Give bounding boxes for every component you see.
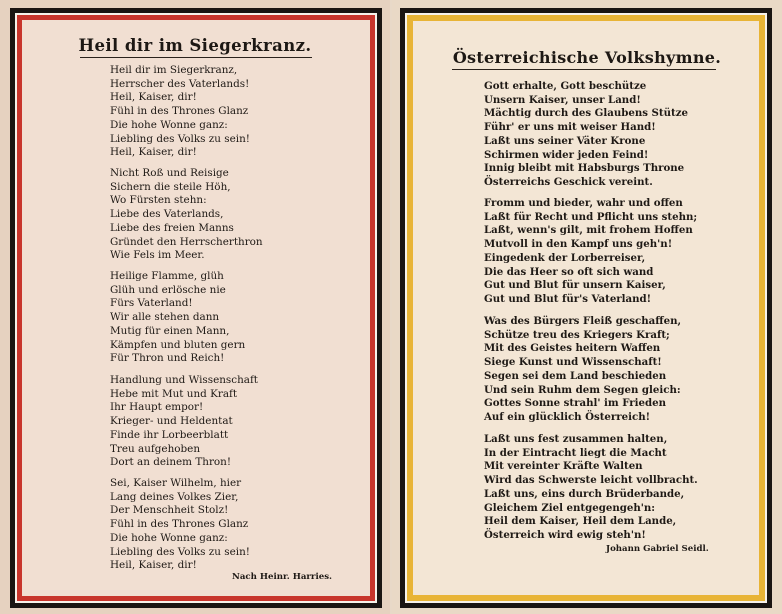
verse-line: Der Menschheit Stolz! xyxy=(110,504,229,517)
verse-line: Mit vereinter Kräfte Walten xyxy=(484,460,643,473)
verse-line: Liebling des Volks zu sein! xyxy=(110,132,250,145)
verse-line: Herrscher des Vaterlands! xyxy=(110,77,250,90)
verse-line: Gott erhalte, Gott beschütze xyxy=(484,80,647,92)
verse-line: Was des Bürgers Fleiß geschaffen, xyxy=(484,315,682,327)
verse-line: Kämpfen und bluten gern xyxy=(110,338,246,351)
verse-line: Auf ein glücklich Österreich! xyxy=(484,410,651,423)
verse-line: Wir alle stehen dann xyxy=(110,311,220,324)
verse-line: Wird das Schwerste leicht vollbracht. xyxy=(484,474,698,487)
verse-line: Treu aufgehoben xyxy=(110,442,201,455)
verse-line: Die hohe Wonne ganz: xyxy=(110,118,228,131)
left-title-rule xyxy=(80,57,312,58)
verse-line: Finde ihr Lorbeerblatt xyxy=(110,428,229,441)
verse-line: Fühl in des Thrones Glanz xyxy=(110,518,249,531)
verse-line: In der Eintracht liegt die Macht xyxy=(484,446,667,459)
right-stanza-1 xyxy=(484,80,688,190)
verse-line: Wie Fels im Meer. xyxy=(110,249,205,262)
right-title: Österreichische Volkshymne. xyxy=(452,48,722,67)
verse-line: Heil dir im Siegerkranz, xyxy=(110,64,238,76)
verse-line: Und sein Ruhm dem Segen gleich: xyxy=(484,383,681,396)
verse-line: Lang deines Volkes Zier, xyxy=(110,490,239,503)
left-title: Heil dir im Siegerkranz. xyxy=(78,36,312,55)
verse-line: Dort an deinem Thron! xyxy=(110,456,232,469)
verse-line: Sei, Kaiser Wilhelm, hier xyxy=(110,477,242,489)
right-stanza-3 xyxy=(484,315,681,425)
verse-line: Laßt uns, eins durch Brüderbande, xyxy=(484,487,685,500)
verse-line: Österreich wird ewig steh'n! xyxy=(484,528,646,541)
verse-line: Heilige Flamme, glüh xyxy=(110,270,224,282)
verse-line: Mutvoll in den Kampf uns geh'n! xyxy=(484,238,673,251)
left-stanza-3 xyxy=(110,270,245,366)
verse-line: Glüh und erlösche nie xyxy=(110,283,226,296)
verse-line: Gut und Blut für's Vaterland! xyxy=(484,292,652,305)
verse-line: Heil, Kaiser, dir! xyxy=(110,91,197,104)
verse-line: Handlung und Wissenschaft xyxy=(110,374,258,386)
verse-line: Krieger- und Heldentat xyxy=(110,415,233,428)
verse-line: Liebling des Volks zu sein! xyxy=(110,545,250,558)
right-signature: Johann Gabriel Seidl. xyxy=(606,544,709,554)
verse-line: Gleichem Ziel entgegengeh'n: xyxy=(484,501,656,514)
left-stanza-1 xyxy=(110,64,250,160)
verse-line: Sichern die steile Höh, xyxy=(110,180,231,193)
verse-line: Ihr Haupt empor! xyxy=(110,401,204,414)
verse-line: Die das Heer so oft sich wand xyxy=(484,265,654,278)
verse-line: Fühl in des Thrones Glanz xyxy=(110,105,249,118)
verse-line: Die hohe Wonne ganz: xyxy=(110,531,228,544)
right-stanza-4 xyxy=(484,433,698,543)
verse-line: Nicht Roß und Reisige xyxy=(110,167,229,179)
verse-line: Mit des Geistes heitern Waffen xyxy=(484,342,661,355)
verse-line: Fromm und bieder, wahr und offen xyxy=(484,197,683,209)
verse-line: Mächtig durch des Glaubens Stütze xyxy=(484,107,688,120)
verse-line: Heil, Kaiser, dir! xyxy=(110,559,197,572)
verse-line: Mutig für einen Mann, xyxy=(110,324,230,337)
verse-line: Liebe des Vaterlands, xyxy=(110,208,224,221)
verse-line: Gründet den Herrscherthron xyxy=(110,235,263,248)
verse-line: Segen sei dem Land beschieden xyxy=(484,369,667,382)
verse-line: Liebe des freien Manns xyxy=(110,221,234,234)
verse-line: Laßt uns fest zusammen halten, xyxy=(484,433,668,445)
verse-line: Österreichs Geschick vereint. xyxy=(484,175,653,188)
verse-line: Eingedenk der Lorberreiser, xyxy=(484,251,646,264)
verse-line: Gottes Sonne strahl' im Frieden xyxy=(484,397,666,410)
left-stanza-5 xyxy=(110,477,250,573)
verse-line: Innig bleibt mit Habsburgs Throne xyxy=(484,162,685,175)
right-title-rule xyxy=(452,69,716,70)
verse-line: Führ' er uns mit weiser Hand! xyxy=(484,121,656,134)
left-stanza-2 xyxy=(110,167,263,263)
verse-line: Heil dem Kaiser, Heil dem Lande, xyxy=(484,515,677,528)
verse-line: Schirmen wider jeden Feind! xyxy=(484,148,649,161)
right-stanza-2 xyxy=(484,197,697,307)
verse-line: Laßt für Recht und Pflicht uns stehn; xyxy=(484,210,698,223)
verse-line: Unsern Kaiser, unser Land! xyxy=(484,93,641,106)
verse-line: Wo Fürsten stehn: xyxy=(110,194,207,207)
verse-line: Laßt, wenn's gilt, mit frohem Hoffen xyxy=(484,224,693,237)
verse-line: Siege Kunst und Wissenschaft! xyxy=(484,356,662,369)
verse-line: Für Thron und Reich! xyxy=(110,352,225,365)
verse-line: Fürs Vaterland! xyxy=(110,297,193,310)
left-stanza-4 xyxy=(110,374,258,470)
verse-line: Hebe mit Mut und Kraft xyxy=(110,387,238,400)
verse-line: Heil, Kaiser, dir! xyxy=(110,146,197,159)
left-signature: Nach Heinr. Harries. xyxy=(232,572,333,582)
verse-line: Laßt uns seiner Väter Krone xyxy=(484,134,646,147)
verse-line: Schütze treu des Kriegers Kraft; xyxy=(484,328,670,341)
verse-line: Gut und Blut für unsern Kaiser, xyxy=(484,279,666,292)
